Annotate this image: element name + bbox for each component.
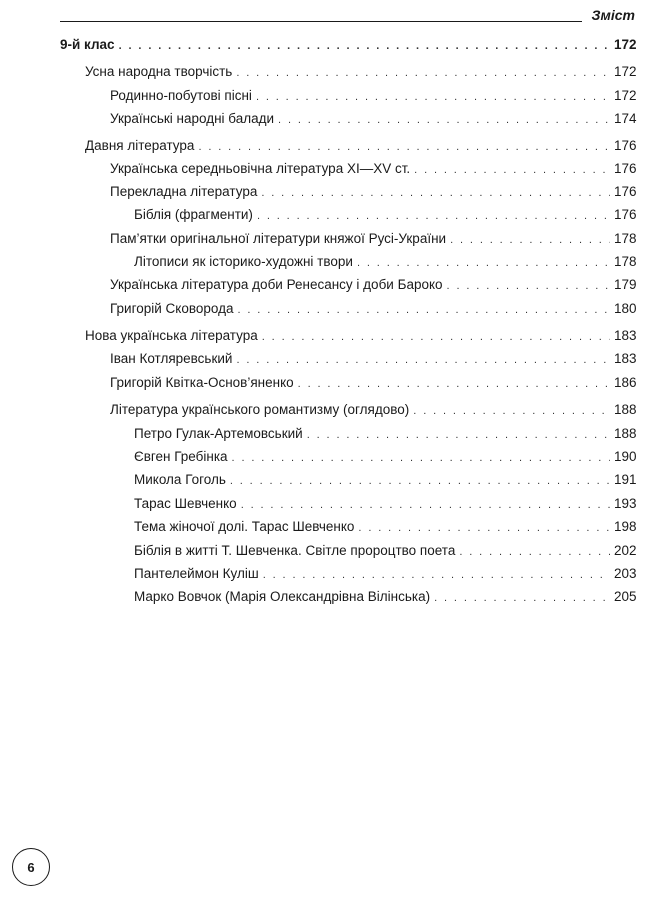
dot-leader	[307, 426, 610, 444]
toc-entry-page: 183	[614, 328, 637, 343]
dot-leader	[241, 496, 610, 514]
toc-entry[interactable]	[110, 300, 636, 318]
toc-entry[interactable]	[134, 471, 636, 489]
dot-leader	[256, 88, 610, 106]
toc-entry-page: 176	[614, 184, 637, 199]
toc-entry-title: Біблія (фрагменти)	[134, 207, 253, 222]
toc-entry-page: 178	[614, 231, 637, 246]
dot-leader	[459, 543, 610, 561]
dot-leader	[358, 519, 610, 537]
toc-entry[interactable]	[134, 518, 636, 536]
toc-entry-title: Марко Вовчок (Марія Олександрівна Вілінська)	[134, 589, 431, 604]
toc-entry-title: Література українського романтизму (оглядово)	[110, 402, 410, 417]
toc-entry-page: 174	[614, 111, 637, 126]
dot-leader	[413, 402, 610, 420]
toc-entry-title: Українська література доби Ренесансу і доби Бароко	[110, 277, 443, 292]
toc-entry-page: 176	[614, 161, 637, 176]
toc-entry[interactable]	[110, 276, 636, 294]
toc-entry-page: 186	[614, 375, 637, 390]
toc-entry-page: 188	[614, 426, 637, 441]
toc-entry-page: 180	[614, 301, 637, 316]
toc-entry[interactable]	[134, 206, 636, 224]
dot-leader	[278, 111, 610, 129]
section-title: Зміст	[591, 7, 635, 23]
toc-entry-title: Українські народні балади	[110, 111, 275, 126]
toc-entry-page: 190	[614, 449, 637, 464]
toc-entry-page: 203	[614, 566, 637, 581]
toc-entry-title: Давня література	[85, 138, 195, 153]
dot-leader	[232, 449, 610, 467]
toc-entry[interactable]	[110, 160, 636, 178]
dot-leader	[261, 184, 610, 202]
toc-entry[interactable]	[110, 87, 636, 105]
toc-entry-title: Євген Гребінка	[134, 449, 228, 464]
toc-entry-title: Пам’ятки оригінальної літератури княжої Русі-України	[110, 231, 447, 246]
toc-entry-page: 198	[614, 519, 637, 534]
toc-entry-title: Нова українська література	[85, 328, 258, 343]
toc-entry-page: 176	[614, 207, 637, 222]
toc-entry-page: 183	[614, 351, 637, 366]
toc-entry-page: 205	[614, 589, 637, 604]
toc-entry-title: Григорій Квітка-Основ’яненко	[110, 375, 294, 390]
dot-leader	[262, 328, 610, 346]
toc-entry-title: Григорій Сковорода	[110, 301, 234, 316]
toc-entry-title: Родинно-побутові пісні	[110, 88, 252, 103]
toc-entry[interactable]	[60, 36, 636, 54]
toc-entry-title: Тарас Шевченко	[134, 496, 237, 511]
toc-entry[interactable]	[110, 401, 636, 419]
dot-leader	[236, 64, 610, 82]
dot-leader	[298, 375, 610, 393]
dot-leader	[230, 472, 610, 490]
toc-entry[interactable]	[134, 253, 636, 271]
dot-leader	[237, 301, 610, 319]
toc-entry-page: 172	[614, 37, 637, 52]
toc-entry-title: Іван Котляревський	[110, 351, 233, 366]
toc-entry-title: 9-й клас	[60, 37, 115, 52]
page-number: 6	[27, 859, 35, 875]
toc-entry[interactable]	[134, 448, 636, 466]
toc-entry[interactable]	[134, 565, 636, 583]
page-number-badge	[12, 848, 50, 886]
toc-entry-title: Українська середньовічна література XI—XV ст.	[110, 161, 411, 176]
toc-entry[interactable]	[110, 230, 636, 248]
toc-entry-page: 179	[614, 277, 637, 292]
toc-entry[interactable]	[85, 327, 636, 345]
toc-entry[interactable]	[134, 588, 636, 606]
toc-entry-title: Перекладна література	[110, 184, 258, 199]
toc-entry[interactable]	[110, 350, 636, 368]
toc-entry[interactable]	[134, 542, 636, 560]
toc-entry-title: Пантелеймон Куліш	[134, 566, 259, 581]
dot-leader	[198, 138, 610, 156]
toc-entry-title: Літописи як історико-художні твори	[134, 254, 353, 269]
toc-entry-page: 178	[614, 254, 637, 269]
dot-leader	[434, 589, 610, 607]
dot-leader	[257, 207, 610, 225]
dot-leader	[236, 351, 610, 369]
dot-leader	[414, 161, 610, 179]
dot-leader	[263, 566, 610, 584]
toc-entry[interactable]	[85, 137, 636, 155]
toc-entry-title: Микола Гоголь	[134, 472, 226, 487]
toc-entry-title: Тема жіночої долі. Тарас Шевченко	[134, 519, 355, 534]
toc-entry-page: 172	[614, 88, 637, 103]
dot-leader	[447, 277, 610, 295]
toc-entry[interactable]	[110, 374, 636, 392]
dot-leader	[119, 37, 610, 55]
toc-entry[interactable]	[110, 110, 636, 128]
dot-leader	[357, 254, 610, 272]
toc-entry[interactable]	[85, 63, 636, 81]
toc-entry-page: 191	[614, 472, 637, 487]
toc-entry[interactable]	[134, 425, 636, 443]
toc-entry-title: Петро Гулак-Артемовський	[134, 426, 303, 441]
toc-entry[interactable]	[134, 495, 636, 513]
toc-entry-title: Біблія в житті Т. Шевченка. Світле пророцтво поета	[134, 543, 456, 558]
toc-entry-page: 176	[614, 138, 637, 153]
toc-entry-page: 188	[614, 402, 637, 417]
toc-entry-page: 172	[614, 64, 637, 79]
toc-entry-page: 193	[614, 496, 637, 511]
header-rule	[60, 21, 582, 22]
toc-entry-page: 202	[614, 543, 637, 558]
toc-entry[interactable]	[110, 183, 636, 201]
toc-entry-title: Усна народна творчість	[85, 64, 233, 79]
dot-leader	[450, 231, 610, 249]
